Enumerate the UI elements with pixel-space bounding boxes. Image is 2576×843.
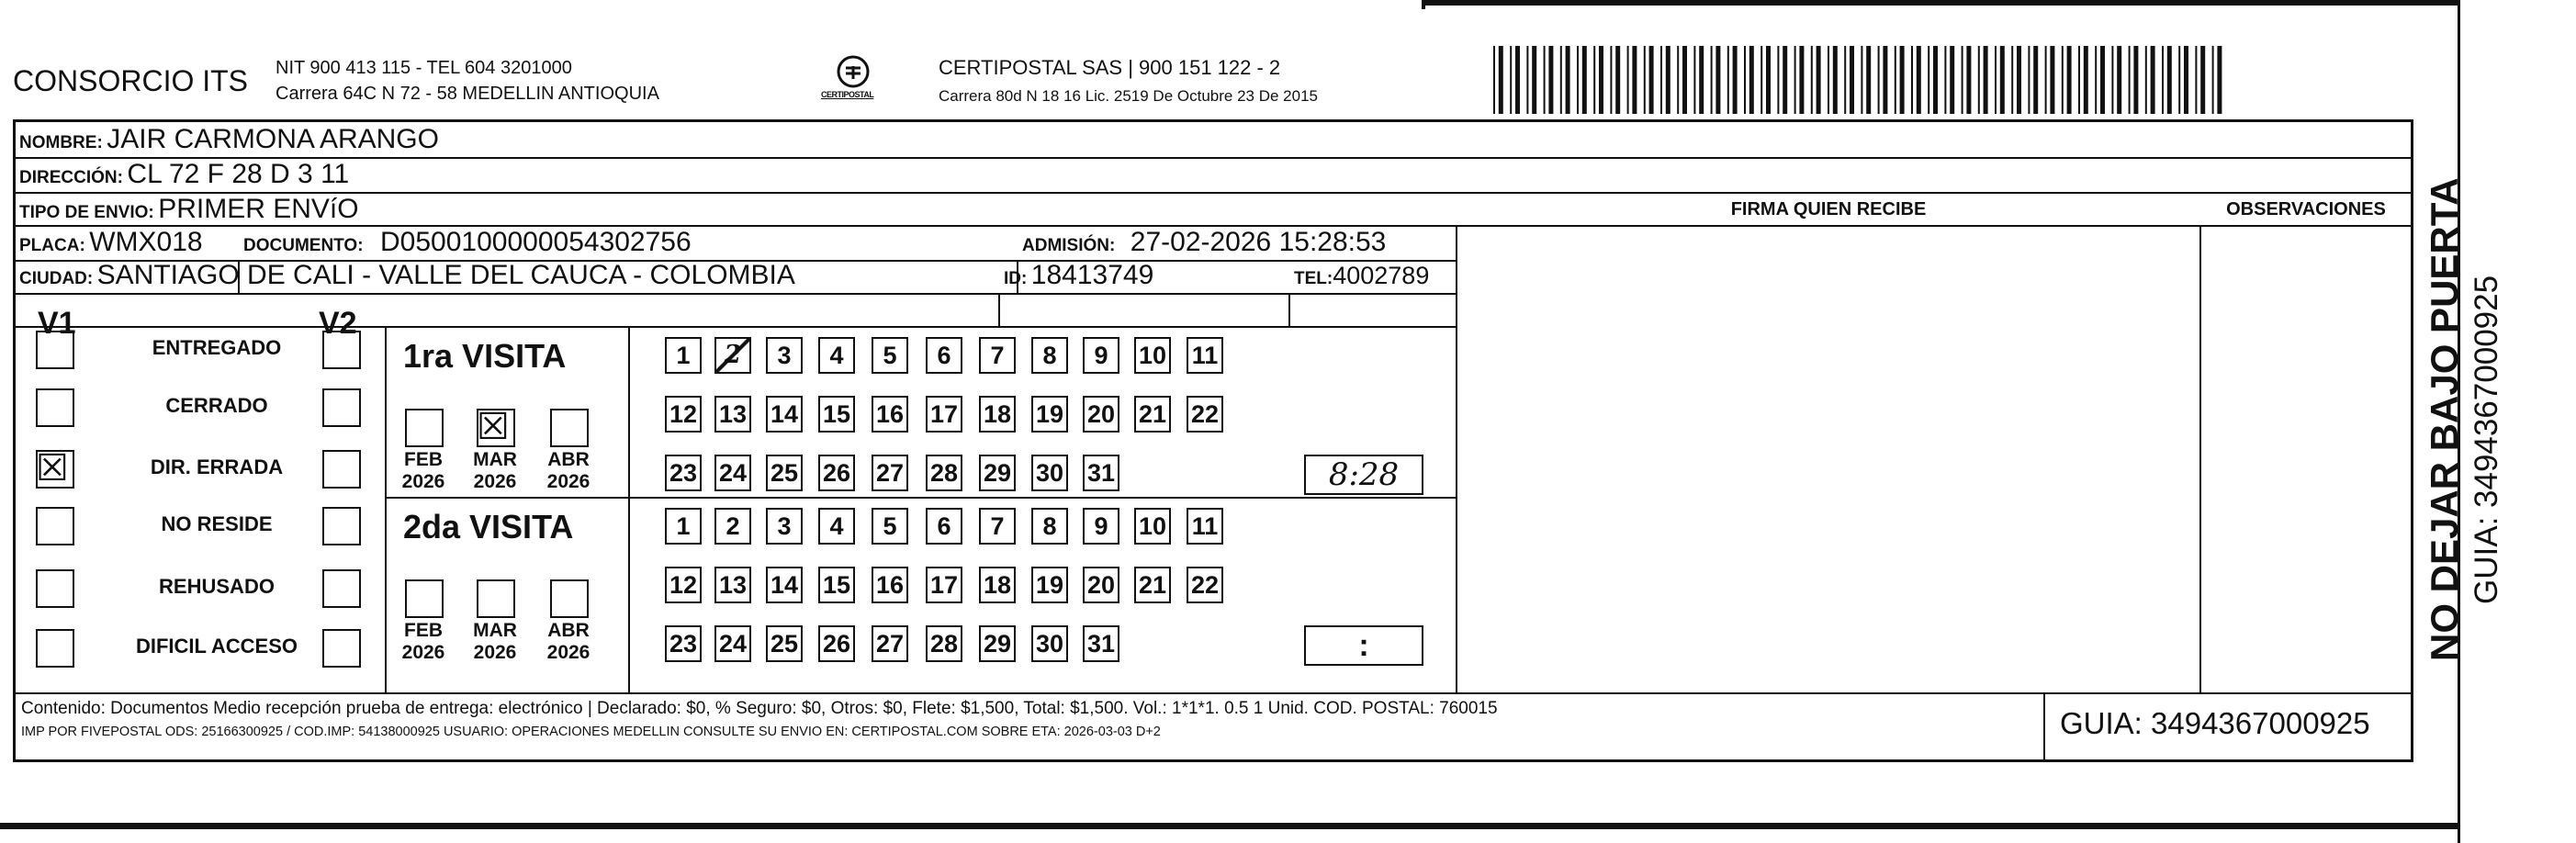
direccion-row bbox=[19, 159, 349, 190]
placa-label: PLACA: bbox=[19, 236, 85, 255]
day-box[interactable]: 2 bbox=[714, 337, 751, 374]
barcode-bar bbox=[2162, 46, 2164, 114]
month-checkbox[interactable] bbox=[405, 409, 444, 447]
month-label bbox=[541, 449, 596, 493]
barcode-bar bbox=[2017, 46, 2021, 114]
barcode-bar bbox=[1644, 46, 1646, 114]
barcode-bar bbox=[1510, 46, 1512, 114]
day-box[interactable]: 25 bbox=[766, 455, 803, 491]
day-box[interactable]: 13 bbox=[714, 396, 751, 433]
day-box[interactable]: 9 bbox=[1083, 337, 1119, 374]
barcode-bar bbox=[1950, 46, 1954, 114]
footer-line-2: IMP POR FIVEPOSTAL ODS: 25166300925 / COD.IMP: 54138000925 USUARIO: OPERACIONES MEDELLIN CONSULTE SU ENVIO EN: CERTIPOSTAL.COM SOBRE ETA: 2026-03-03 D+2 bbox=[21, 725, 1161, 739]
nombre-row bbox=[19, 124, 439, 155]
v1-checkbox[interactable] bbox=[36, 569, 74, 608]
row-rule bbox=[16, 192, 2411, 194]
barcode-bar bbox=[2067, 46, 2072, 114]
admision-label: ADMISIÓN: bbox=[1022, 236, 1116, 255]
col-rule bbox=[385, 326, 387, 693]
footer-guia: GUIA: 3494367000925 bbox=[2060, 706, 2370, 740]
month-name: FEB bbox=[404, 620, 443, 641]
row-rule bbox=[16, 692, 2411, 694]
direccion-label: DIRECCIÓN: bbox=[19, 168, 123, 187]
day-box[interactable]: 1 bbox=[665, 508, 702, 545]
day-box[interactable]: 25 bbox=[766, 625, 803, 662]
barcode-bar bbox=[1966, 46, 1971, 114]
v2-checkbox[interactable] bbox=[322, 507, 361, 545]
day-box[interactable]: 8 bbox=[1031, 337, 1068, 374]
logo-icon bbox=[812, 53, 894, 108]
day-box[interactable]: 1 bbox=[665, 337, 702, 374]
side-title: NO DEJAR BAJO PUERTA bbox=[2423, 177, 2466, 661]
barcode-bar bbox=[2111, 46, 2113, 114]
day-box[interactable]: 2 bbox=[714, 508, 751, 545]
barcode-bar bbox=[2145, 46, 2147, 114]
v1-label: V1 bbox=[38, 306, 76, 341]
barcode-bar bbox=[1850, 46, 1854, 114]
day-box[interactable]: 16 bbox=[872, 396, 908, 433]
day-box[interactable]: 20 bbox=[1083, 567, 1119, 603]
license-line: Carrera 80d N 18 16 Lic. 2519 De Octubre 23 De 2015 bbox=[939, 87, 1318, 105]
barcode-bar bbox=[1978, 46, 1980, 114]
month-name: FEB bbox=[404, 449, 443, 470]
month-label bbox=[396, 449, 451, 493]
barcode-bar bbox=[1777, 46, 1779, 114]
day-box[interactable]: 27 bbox=[872, 455, 908, 491]
barcode-bar bbox=[1844, 46, 1846, 114]
day-box[interactable]: 12 bbox=[665, 396, 702, 433]
month-year: 2026 bbox=[401, 471, 445, 492]
day-box[interactable]: 16 bbox=[872, 567, 908, 603]
nombre-value: JAIR CARMONA ARANGO bbox=[107, 124, 439, 154]
direccion-value: CL 72 F 28 D 3 11 bbox=[127, 159, 350, 189]
day-box[interactable]: 8 bbox=[1031, 508, 1068, 545]
month-year: 2026 bbox=[401, 642, 445, 663]
v2-checkbox[interactable] bbox=[322, 450, 361, 489]
day-box[interactable]: 20 bbox=[1083, 396, 1119, 433]
barcode-bar bbox=[1577, 46, 1579, 114]
tipo-row bbox=[19, 194, 359, 225]
day-box[interactable]: 19 bbox=[1031, 567, 1068, 603]
id-label: ID: bbox=[1004, 269, 1028, 288]
barcode-bar bbox=[1693, 46, 1695, 114]
day-box[interactable]: 14 bbox=[766, 567, 803, 603]
barcode-bar bbox=[1833, 46, 1838, 114]
barcode-bar bbox=[1878, 46, 1880, 114]
tel-value: 4002789 bbox=[1333, 262, 1430, 289]
barcode-bar bbox=[1760, 46, 1762, 114]
barcode-bar bbox=[2178, 46, 2180, 114]
v2-checkbox[interactable] bbox=[322, 569, 361, 608]
barcode-bar bbox=[2217, 46, 2222, 114]
barcode-bar bbox=[2050, 46, 2054, 114]
day-box[interactable]: 3 bbox=[766, 508, 803, 545]
barcode-bar bbox=[1660, 46, 1662, 114]
barcode-bar bbox=[1883, 46, 1887, 114]
barcode-bar bbox=[2095, 46, 2097, 114]
barcode-bar bbox=[1493, 46, 1495, 114]
barcode-bar bbox=[2028, 46, 2030, 114]
day-box[interactable]: 4 bbox=[818, 337, 855, 374]
barcode-bar bbox=[1811, 46, 1813, 114]
month-checkbox[interactable] bbox=[477, 406, 515, 448]
v1-checkbox[interactable] bbox=[36, 388, 74, 427]
visit-time-box[interactable]: 8:28 bbox=[1304, 455, 1423, 495]
day-box[interactable]: 7 bbox=[979, 337, 1016, 374]
visit-time-box[interactable]: : bbox=[1304, 625, 1423, 666]
barcode-bar bbox=[1933, 46, 1938, 114]
ciudad-value: SANTIAGO DE CALI - VALLE DEL CAUCA - COLOMBIA bbox=[96, 260, 795, 290]
day-box[interactable]: 11 bbox=[1187, 508, 1223, 545]
barcode bbox=[1493, 46, 2226, 114]
top-rule bbox=[1422, 0, 2459, 6]
barcode-bar bbox=[1715, 46, 1720, 114]
month-checkbox[interactable] bbox=[477, 579, 515, 618]
tipo-value: PRIMER ENVíO bbox=[158, 194, 359, 224]
v2-checkbox[interactable] bbox=[322, 629, 361, 668]
barcode-bar bbox=[1861, 46, 1862, 114]
day-box[interactable]: 31 bbox=[1083, 455, 1119, 491]
day-box[interactable]: 29 bbox=[979, 455, 1016, 491]
month-name: ABR bbox=[547, 449, 590, 470]
barcode-bar bbox=[2045, 46, 2047, 114]
barcode-bar bbox=[1984, 46, 1988, 114]
barcode-bar bbox=[1593, 46, 1595, 114]
month-name: MAR bbox=[473, 449, 517, 470]
month-checkbox[interactable] bbox=[550, 579, 589, 618]
barcode-bar bbox=[2133, 46, 2138, 114]
day-box[interactable]: 30 bbox=[1031, 625, 1068, 662]
barcode-bar bbox=[1828, 46, 1829, 114]
v1-checkbox[interactable] bbox=[36, 629, 74, 668]
day-box[interactable]: 14 bbox=[766, 396, 803, 433]
barcode-bar bbox=[1610, 46, 1612, 114]
row-rule bbox=[16, 293, 1457, 295]
day-box[interactable]: 21 bbox=[1134, 567, 1171, 603]
day-box[interactable]: 23 bbox=[665, 625, 702, 662]
barcode-bar bbox=[1682, 46, 1687, 114]
side-guia: GUIA: 3494367000925 bbox=[2469, 275, 2504, 604]
day-box[interactable]: 5 bbox=[872, 508, 908, 545]
barcode-bar bbox=[1727, 46, 1729, 114]
day-box[interactable]: 19 bbox=[1031, 396, 1068, 433]
status-option-label: REHUSADO bbox=[159, 575, 275, 598]
barcode-bar bbox=[2084, 46, 2088, 114]
v2-label: V2 bbox=[319, 306, 357, 341]
observaciones-header: OBSERVACIONES bbox=[2226, 199, 2386, 219]
barcode-bar bbox=[2167, 46, 2172, 114]
day-box[interactable]: 21 bbox=[1134, 396, 1171, 433]
day-box[interactable]: 30 bbox=[1031, 455, 1068, 491]
barcode-bar bbox=[1944, 46, 1946, 114]
barcode-bar bbox=[1615, 46, 1620, 114]
ciudad-label: CIUDAD: bbox=[19, 269, 94, 288]
month-name: ABR bbox=[547, 620, 590, 641]
day-box[interactable]: 26 bbox=[818, 455, 855, 491]
day-box[interactable]: 12 bbox=[665, 567, 702, 603]
barcode-bar bbox=[1783, 46, 1787, 114]
barcode-bar bbox=[2184, 46, 2188, 114]
month-checkbox[interactable] bbox=[405, 579, 444, 618]
certipostal-logo bbox=[812, 53, 894, 108]
month-year: 2026 bbox=[546, 642, 591, 663]
barcode-bar bbox=[1928, 46, 1929, 114]
day-box[interactable]: 31 bbox=[1083, 625, 1119, 662]
day-box[interactable]: 10 bbox=[1134, 337, 1171, 374]
ciudad-field bbox=[19, 260, 795, 291]
day-box[interactable]: 17 bbox=[926, 567, 962, 603]
barcode-bar bbox=[2062, 46, 2064, 114]
col-rule bbox=[628, 326, 630, 693]
barcode-bar bbox=[1560, 46, 1562, 114]
delivery-form bbox=[13, 119, 2413, 762]
barcode-bar bbox=[1866, 46, 1871, 114]
day-box[interactable]: 28 bbox=[926, 625, 962, 662]
barcode-bar bbox=[1817, 46, 1821, 114]
day-box[interactable]: 10 bbox=[1134, 508, 1171, 545]
documento-label: DOCUMENTO: bbox=[243, 236, 364, 255]
barcode-bar bbox=[1911, 46, 1913, 114]
status-option-label: CERRADO bbox=[165, 394, 268, 417]
day-box[interactable]: 5 bbox=[872, 337, 908, 374]
barcode-bar bbox=[1649, 46, 1654, 114]
barcode-bar bbox=[2100, 46, 2105, 114]
barcode-bar bbox=[1744, 46, 1746, 114]
barcode-bar bbox=[1627, 46, 1629, 114]
month-checkbox[interactable] bbox=[550, 409, 589, 447]
day-box[interactable]: 22 bbox=[1187, 567, 1223, 603]
day-box[interactable]: 22 bbox=[1187, 396, 1223, 433]
barcode-bar bbox=[2033, 46, 2038, 114]
company-name: CONSORCIO ITS bbox=[13, 64, 249, 97]
barcode-bar bbox=[1532, 46, 1536, 114]
nombre-label: NOMBRE: bbox=[19, 133, 103, 152]
barcode-bar bbox=[2212, 46, 2214, 114]
month-label bbox=[467, 620, 523, 664]
col-rule bbox=[1288, 293, 1290, 328]
barcode-bar bbox=[2129, 46, 2131, 114]
visit-title: 1ra VISITA bbox=[403, 337, 567, 375]
col-rule bbox=[2199, 225, 2201, 693]
company-address: Carrera 64C N 72 - 58 MEDELLIN ANTIOQUIA bbox=[276, 84, 659, 104]
barcode-bar bbox=[1582, 46, 1587, 114]
barcode-bar bbox=[1895, 46, 1896, 114]
day-box[interactable]: 26 bbox=[818, 625, 855, 662]
day-box[interactable]: 29 bbox=[979, 625, 1016, 662]
barcode-bar bbox=[1548, 46, 1553, 114]
barcode-bar bbox=[1766, 46, 1771, 114]
barcode-bar bbox=[2200, 46, 2205, 114]
v1-checkbox[interactable] bbox=[36, 507, 74, 545]
barcode-bar bbox=[1632, 46, 1637, 114]
barcode-bar bbox=[1699, 46, 1704, 114]
bottom-rule bbox=[0, 823, 2458, 829]
day-box[interactable]: 11 bbox=[1187, 337, 1223, 374]
barcode-bar bbox=[2151, 46, 2155, 114]
check-mark-icon: ☒ bbox=[477, 406, 510, 448]
day-box[interactable]: 24 bbox=[714, 625, 751, 662]
barcode-bar bbox=[1733, 46, 1738, 114]
id-field bbox=[1004, 260, 1153, 291]
day-box[interactable]: 17 bbox=[926, 396, 962, 433]
day-box[interactable]: 18 bbox=[979, 567, 1016, 603]
day-box[interactable]: 28 bbox=[926, 455, 962, 491]
v2-checkbox[interactable] bbox=[322, 388, 361, 427]
id-value: 18413749 bbox=[1030, 260, 1154, 290]
tel-label: TEL: bbox=[1294, 269, 1333, 288]
barcode-bar bbox=[1666, 46, 1670, 114]
day-box[interactable]: 6 bbox=[926, 337, 962, 374]
month-year: 2026 bbox=[473, 471, 517, 492]
barcode-bar bbox=[1794, 46, 1796, 114]
col-rule bbox=[1456, 225, 1457, 693]
day-box[interactable]: 6 bbox=[926, 508, 962, 545]
col-rule bbox=[998, 293, 1000, 328]
day-box[interactable]: 24 bbox=[714, 455, 751, 491]
row-rule bbox=[16, 157, 2411, 159]
day-box[interactable]: 18 bbox=[979, 396, 1016, 433]
documento-value: D0500100000054302756 bbox=[380, 227, 692, 257]
barcode-bar bbox=[1499, 46, 1503, 114]
barcode-bar bbox=[2000, 46, 2005, 114]
barcode-bar bbox=[1515, 46, 1520, 114]
v2-checkbox[interactable] bbox=[322, 331, 361, 369]
barcode-bar bbox=[1799, 46, 1804, 114]
admision-value: 27-02-2026 15:28:53 bbox=[1130, 227, 1387, 257]
footer-line-1: Contenido: Documentos Medio recepción prueba de entrega: electrónico | Declarado: $0, % Seguro: $0, Otros: $0, Flete: $1,500, Total: $1,500. Vol.: 1*1*1. 0.5 1 Unid. COD. POSTAL: 760015 bbox=[21, 699, 1498, 718]
firma-header: FIRMA QUIEN RECIBE bbox=[1730, 199, 1927, 219]
barcode-bar bbox=[1599, 46, 1603, 114]
documento-field bbox=[243, 227, 692, 258]
barcode-bar bbox=[1917, 46, 1921, 114]
placa-value: WMX018 bbox=[89, 227, 203, 257]
day-box[interactable]: 23 bbox=[665, 455, 702, 491]
day-box[interactable]: 9 bbox=[1083, 508, 1119, 545]
barcode-bar bbox=[1749, 46, 1754, 114]
tipo-label: TIPO DE ENVIO: bbox=[19, 203, 154, 222]
admision-field bbox=[1022, 227, 1386, 258]
barcode-bar bbox=[2117, 46, 2121, 114]
month-year: 2026 bbox=[546, 471, 591, 492]
barcode-bar bbox=[1962, 46, 1963, 114]
month-name: MAR bbox=[473, 620, 517, 641]
status-option-label: DIR. ERRADA bbox=[150, 455, 284, 478]
status-option-label: DIFICIL ACCESO bbox=[135, 635, 298, 658]
logo-text: CERTIPOSTAL bbox=[821, 90, 874, 99]
v1-checkbox[interactable] bbox=[36, 331, 74, 369]
day-box[interactable]: 4 bbox=[818, 508, 855, 545]
barcode-bar bbox=[2195, 46, 2197, 114]
barcode-bar bbox=[1995, 46, 1997, 114]
month-label bbox=[396, 620, 451, 664]
status-option-label: ENTREGADO bbox=[152, 336, 282, 359]
company-nit: NIT 900 413 115 - TEL 604 3201000 bbox=[276, 58, 572, 78]
visit-title: 2da VISITA bbox=[403, 508, 574, 545]
barcode-bar bbox=[1677, 46, 1679, 114]
col-rule bbox=[385, 497, 1456, 499]
month-label bbox=[467, 449, 523, 493]
carrier-line: CERTIPOSTAL SAS | 900 151 122 - 2 bbox=[939, 56, 1281, 79]
placa-field bbox=[19, 227, 203, 258]
barcode-bar bbox=[1566, 46, 1570, 114]
row-rule bbox=[16, 326, 1457, 328]
barcode-bar bbox=[1544, 46, 1546, 114]
day-box[interactable]: 15 bbox=[818, 567, 855, 603]
day-box[interactable]: 27 bbox=[872, 625, 908, 662]
day-box[interactable]: 3 bbox=[766, 337, 803, 374]
month-label bbox=[541, 620, 596, 664]
day-box[interactable]: 15 bbox=[818, 396, 855, 433]
barcode-icon bbox=[1493, 46, 2226, 114]
top-rule-left bbox=[1422, 0, 1425, 9]
status-option-label: NO RESIDE bbox=[161, 512, 273, 535]
col-rule bbox=[2043, 692, 2045, 762]
barcode-bar bbox=[2011, 46, 2013, 114]
v1-checkbox[interactable] bbox=[36, 447, 74, 489]
month-year: 2026 bbox=[473, 642, 517, 663]
day-box[interactable]: 13 bbox=[714, 567, 751, 603]
barcode-bar bbox=[1711, 46, 1713, 114]
barcode-bar bbox=[2078, 46, 2080, 114]
barcode-bar bbox=[1900, 46, 1905, 114]
check-mark-icon: ☒ bbox=[36, 447, 69, 489]
barcode-bar bbox=[1526, 46, 1528, 114]
day-box[interactable]: 7 bbox=[979, 508, 1016, 545]
tel-field bbox=[1294, 262, 1429, 290]
